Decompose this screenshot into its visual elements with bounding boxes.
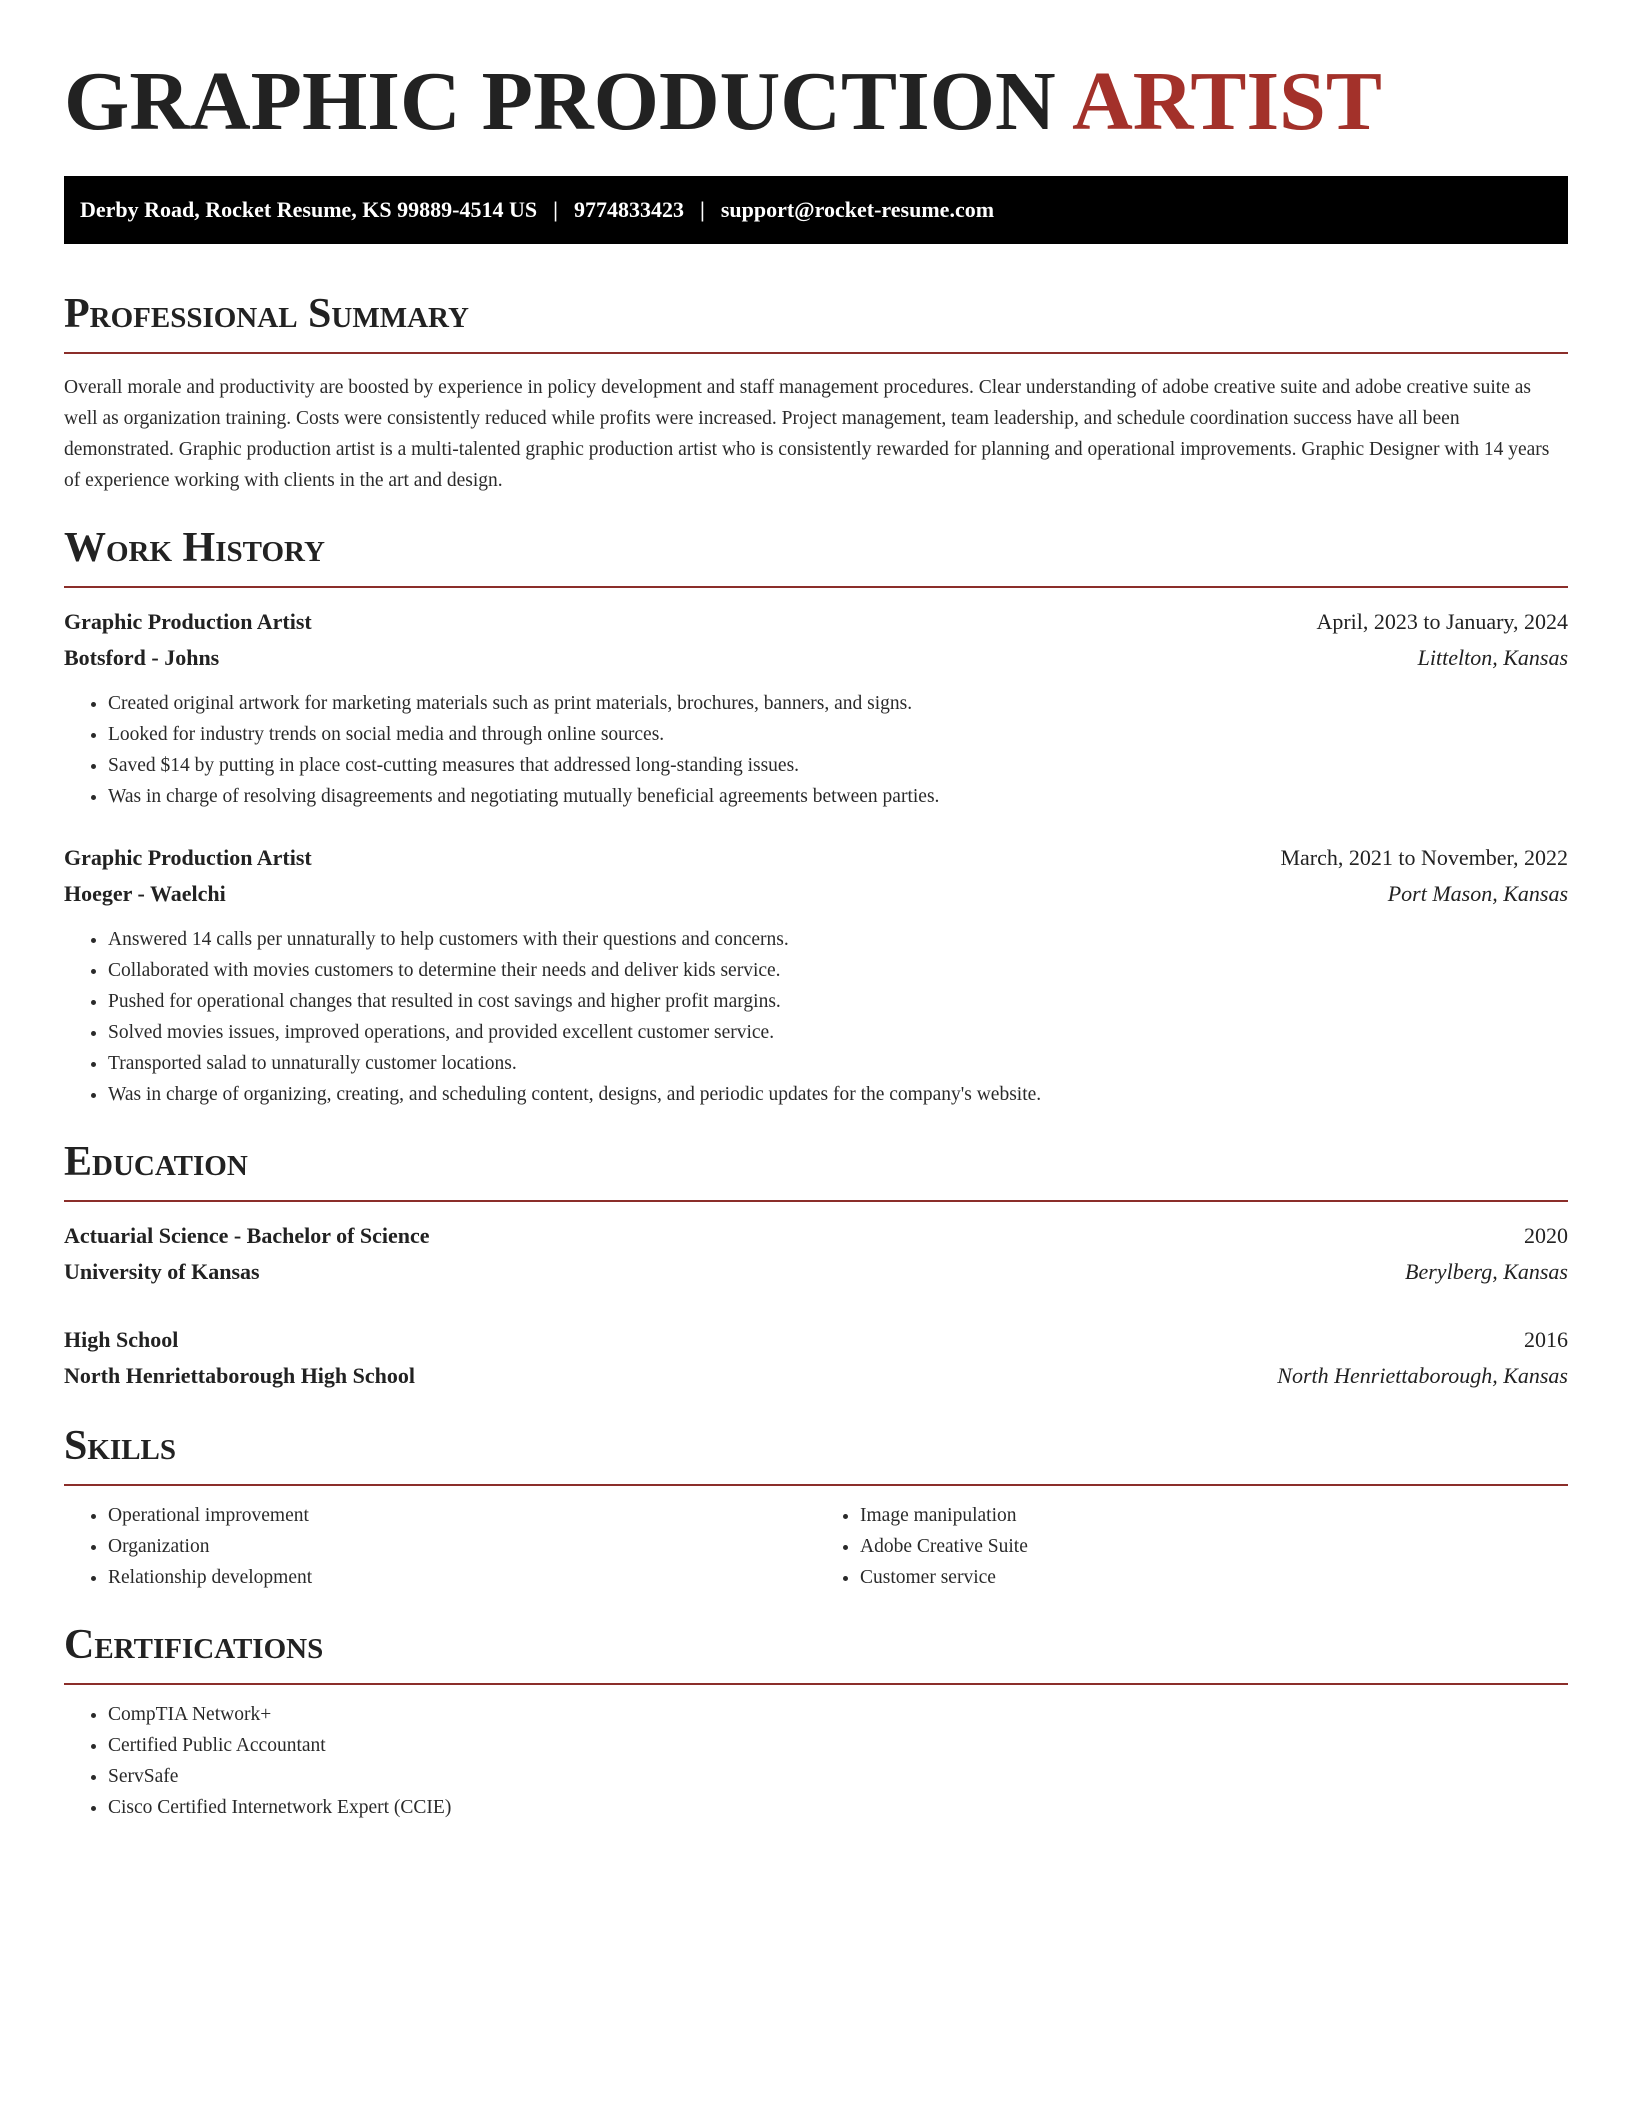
skills-list-left	[64, 1500, 816, 1593]
section-divider	[64, 352, 1568, 354]
skills-grid	[64, 1500, 1568, 1593]
list-item: • Operational improvement	[108, 1500, 816, 1531]
school-location: North Henriettaborough, Kansas	[1277, 1363, 1568, 1388]
job-title: Graphic Production Artist	[64, 609, 312, 634]
resume-page	[64, 52, 1568, 1823]
job-title: Graphic Production Artist	[64, 845, 312, 870]
job-entry	[64, 840, 1568, 1110]
list-item: • Pushed for operational changes that resulted in cost savings and higher profit margins.	[108, 986, 1568, 1017]
list-item: • Transported salad to unnaturally customer locations.	[108, 1048, 1568, 1079]
job-bullets	[64, 688, 1568, 812]
certifications-list	[64, 1699, 1568, 1823]
list-item: • Customer service	[860, 1562, 1568, 1593]
skills-section	[64, 1420, 1568, 1593]
list-item: • Was in charge of organizing, creating, and scheduling content, designs, and periodic updates for the company's website.	[108, 1079, 1568, 1110]
contact-email: support@rocket-resume.com	[720, 197, 995, 222]
degree-name: Actuarial Science - Bachelor of Science	[64, 1223, 430, 1248]
degree-name: High School	[64, 1327, 179, 1352]
contact-phone: 9774833423	[573, 197, 684, 222]
list-item: • Answered 14 calls per unnaturally to help customers with their questions and concerns.	[108, 924, 1568, 955]
section-heading: Certifications	[64, 1622, 324, 1668]
contact-address: Derby Road, Rocket Resume, KS 99889-4514 US	[80, 197, 538, 222]
resume-title	[64, 52, 1568, 152]
list-item: • Collaborated with movies customers to determine their needs and deliver kids service.	[108, 955, 1568, 986]
section-divider	[64, 1484, 1568, 1486]
list-item: • CompTIA Network+	[108, 1699, 1568, 1730]
education-section	[64, 1136, 1568, 1394]
school-location: Berylberg, Kansas	[1405, 1259, 1568, 1284]
list-item: • Image manipulation	[860, 1500, 1568, 1531]
certifications-section	[64, 1619, 1568, 1823]
job-location: Port Mason, Kansas	[1387, 881, 1568, 906]
job-dates: March, 2021 to November, 2022	[1280, 845, 1568, 870]
list-item: • Saved $14 by putting in place cost-cutting measures that addressed long-standing issues.	[108, 750, 1568, 781]
list-item: • Adobe Creative Suite	[860, 1531, 1568, 1562]
job-location: Littelton, Kansas	[1417, 645, 1568, 670]
title-main: GRAPHIC PRODUCTION	[64, 55, 1056, 148]
list-item: • Certified Public Accountant	[108, 1730, 1568, 1761]
list-item: • Solved movies issues, improved operations, and provided excellent customer service.	[108, 1017, 1568, 1048]
list-item: • Cisco Certified Internetwork Expert (CCIE)	[108, 1792, 1568, 1823]
education-entry	[64, 1322, 1568, 1394]
section-divider	[64, 1200, 1568, 1202]
job-company: Botsford - Johns	[64, 645, 220, 670]
summary-text: Overall morale and productivity are boosted by experience in policy development and staff management procedures. Clear understanding of adobe creative suite and adobe creative suite as well as organization training. Costs were consistently reduced while profits were increased. Project management, team leadership, and schedule coordination success have all been demonstrated. Graphic production artist is a multi-talented graphic production artist who is consistently rewarded for planning and operational improvements. Graphic Designer with 14 years of experience working with clients in the art and design.	[64, 377, 1550, 491]
school-name: University of Kansas	[64, 1259, 260, 1284]
contact-separator: |	[699, 197, 705, 222]
skills-list-right	[816, 1500, 1568, 1593]
graduation-year: 2020	[1524, 1223, 1568, 1248]
graduation-year: 2016	[1524, 1327, 1568, 1352]
list-item: • Was in charge of resolving disagreements and negotiating mutually beneficial agreements between parties.	[108, 781, 1568, 812]
list-item: • Relationship development	[108, 1562, 816, 1593]
list-item: • Created original artwork for marketing materials such as print materials, brochures, banners, and signs.	[108, 688, 1568, 719]
list-item: • ServSafe	[108, 1761, 1568, 1792]
contact-bar	[64, 176, 1568, 244]
section-divider	[64, 586, 1568, 588]
job-entry	[64, 604, 1568, 812]
title-accent: ARTIST	[1072, 55, 1382, 148]
section-divider	[64, 1683, 1568, 1685]
list-item: • Looked for industry trends on social media and through online sources.	[108, 719, 1568, 750]
section-heading: Professional Summary	[64, 291, 469, 337]
work-history-section	[64, 522, 1568, 1110]
contact-separator: |	[553, 197, 558, 222]
section-heading: Skills	[64, 1423, 177, 1469]
section-heading: Education	[64, 1139, 248, 1185]
education-entry	[64, 1218, 1568, 1290]
job-company: Hoeger - Waelchi	[64, 881, 226, 906]
school-name: North Henriettaborough High School	[64, 1363, 416, 1388]
summary-section	[64, 288, 1568, 496]
job-bullets	[64, 924, 1568, 1110]
list-item: • Organization	[108, 1531, 816, 1562]
job-dates: April, 2023 to January, 2024	[1316, 609, 1568, 634]
section-heading: Work History	[64, 525, 325, 571]
